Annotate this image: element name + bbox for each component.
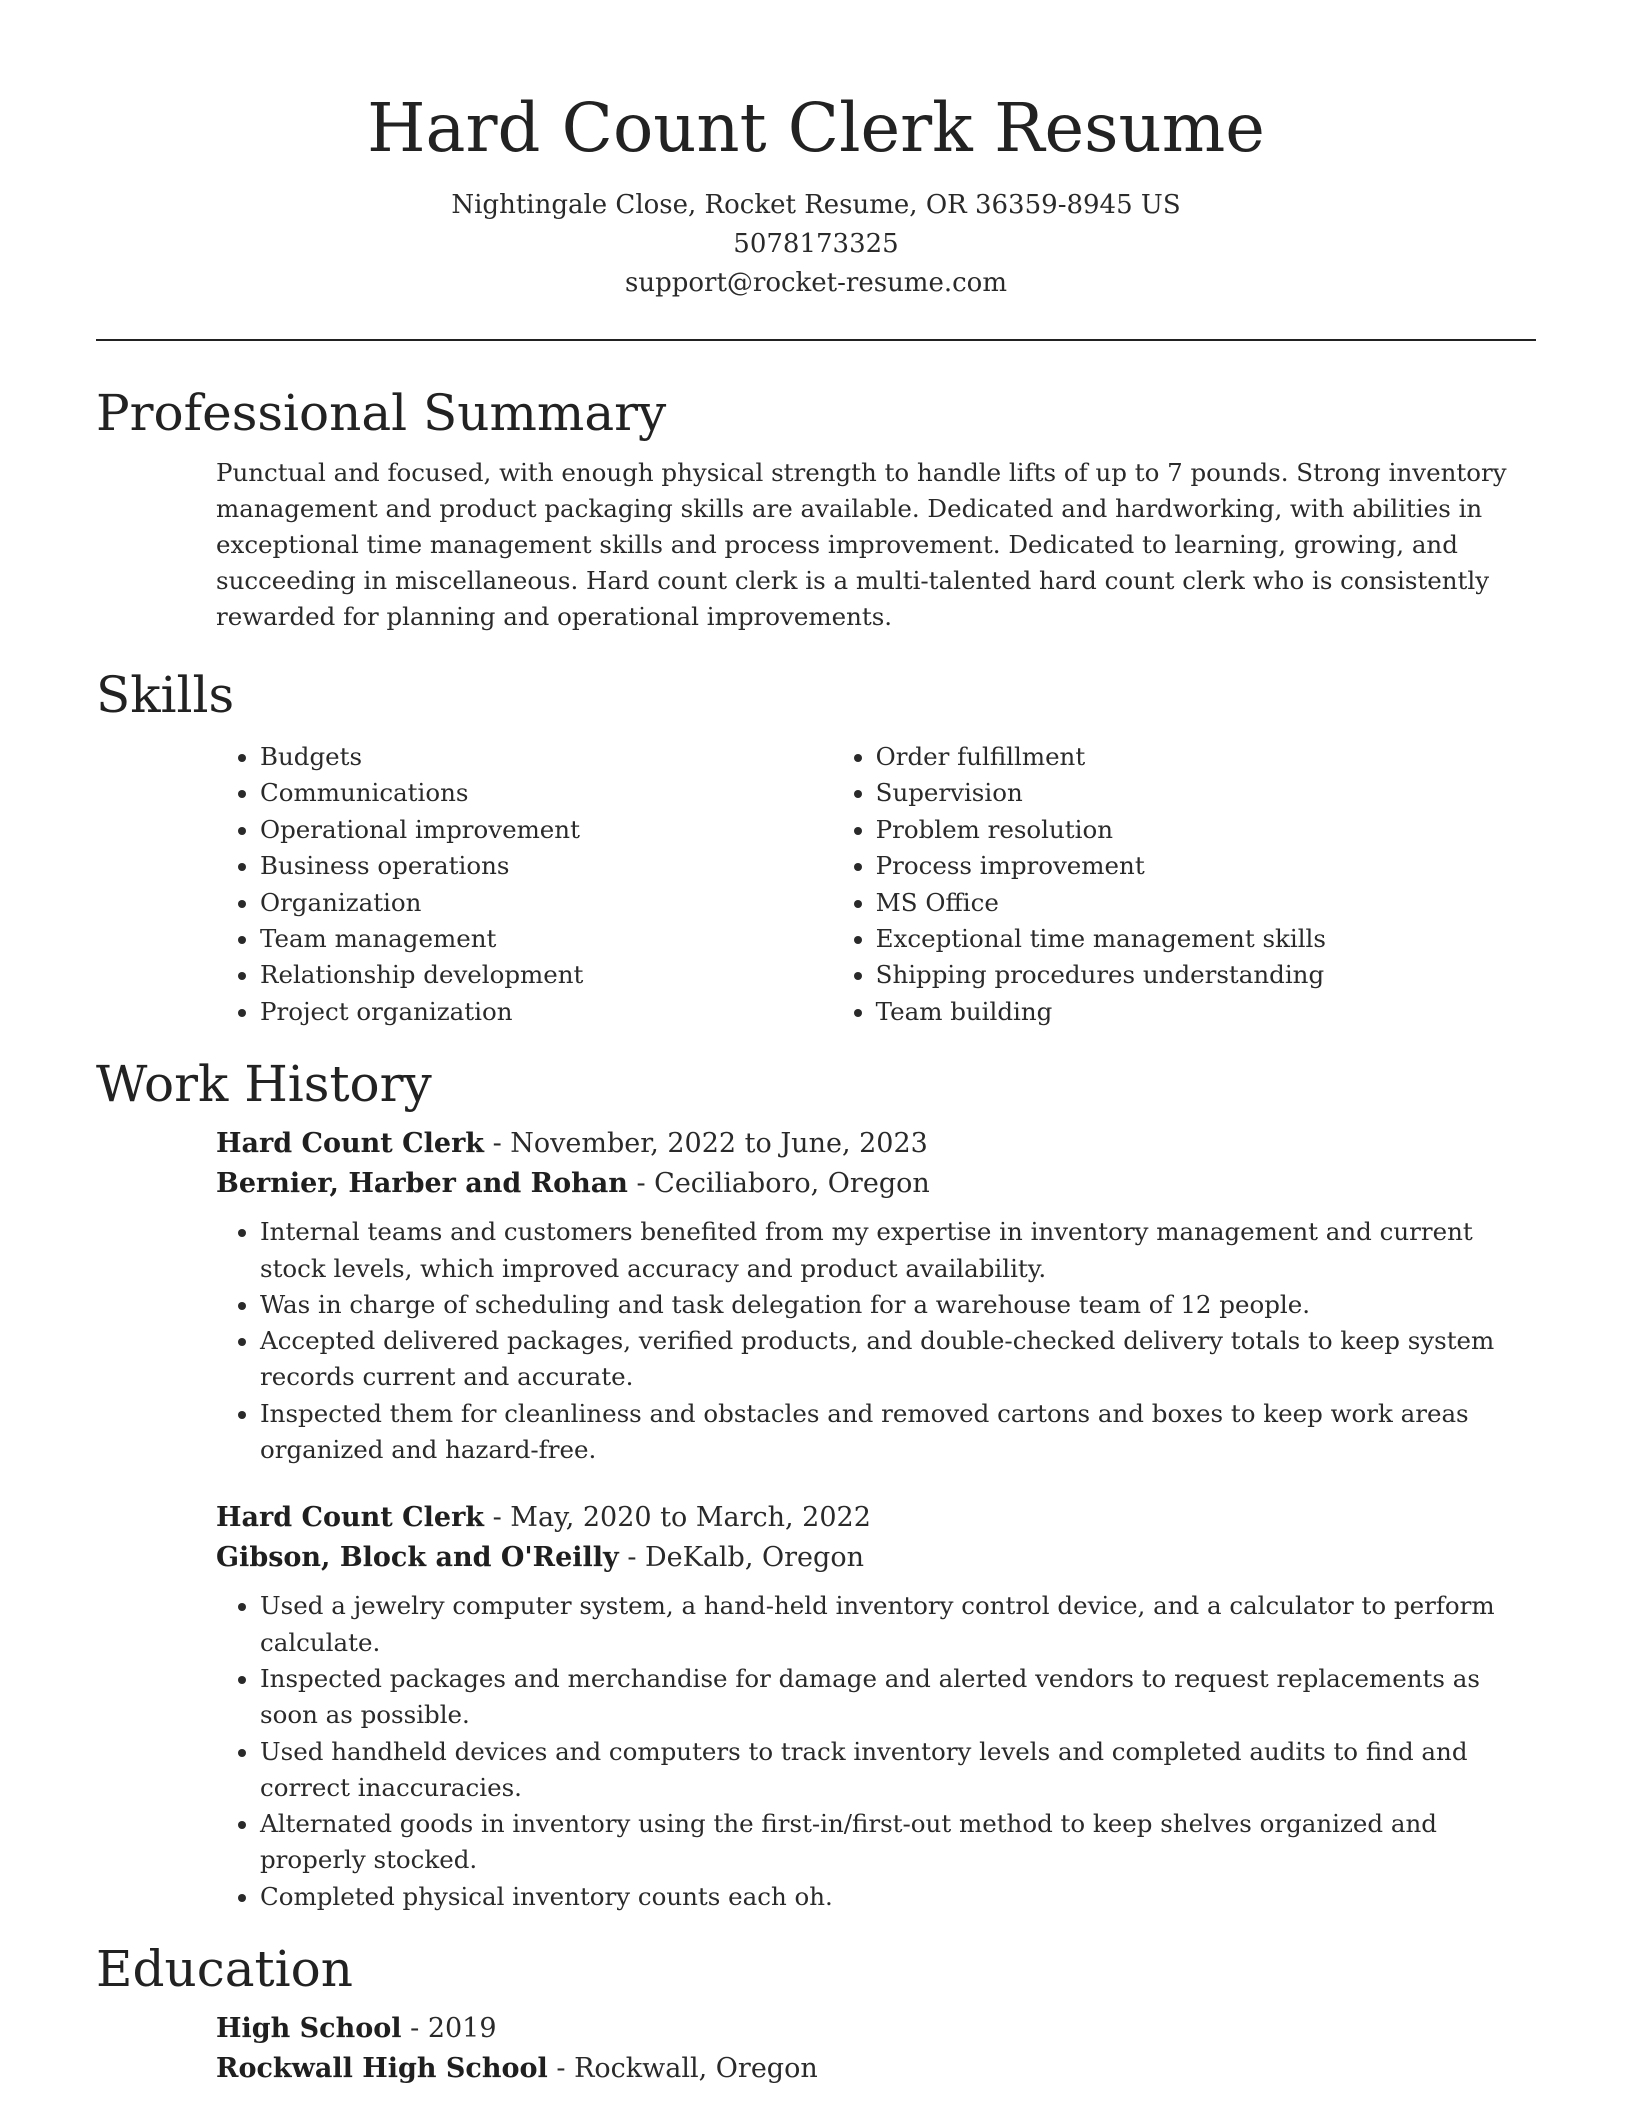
- address: Nightingale Close, Rocket Resume, OR 36359-8945 US: [451, 190, 1181, 220]
- summary-heading: Professional Summary: [96, 384, 667, 442]
- job-bullet: • Inspected packages and merchandise for damage and alerted vendors to request replacements as soon as possible.: [260, 1661, 1536, 1734]
- phone: 5078173325: [733, 229, 899, 259]
- skill-item: • Order fulfillment: [876, 739, 1536, 775]
- education-entry: [216, 2009, 1536, 2089]
- skills-section: [96, 663, 1536, 1030]
- skills-heading: Skills: [96, 666, 235, 724]
- skill-item: • Process improvement: [876, 848, 1536, 884]
- job-company-line: Bernier, Harber and Rohan - Ceciliaboro, Oregon: [216, 1168, 930, 1200]
- job-bullet: • Internal teams and customers benefited from my expertise in inventory management and current stock levels, which improved accuracy and product availability.: [260, 1214, 1536, 1287]
- job-company-line: Gibson, Block and O'Reilly - DeKalb, Oregon: [216, 1542, 864, 1574]
- skill-item: • Relationship development: [260, 957, 832, 993]
- education-heading: Education: [96, 1940, 353, 1998]
- job-bullet: • Inspected them for cleanliness and obstacles and removed cartons and boxes to keep work areas organized and hazard-free.: [260, 1396, 1536, 1469]
- education-school-line: Rockwall High School - Rockwall, Oregon: [216, 2053, 818, 2084]
- job-entry: [216, 1498, 1536, 1915]
- skill-item: • Exceptional time management skills: [876, 921, 1536, 957]
- skill-item: • Budgets: [260, 739, 832, 775]
- skill-item: • Team management: [260, 921, 832, 957]
- skill-item: • Operational improvement: [260, 812, 832, 848]
- contact-info: [96, 186, 1536, 303]
- job-role-line: Hard Count Clerk - November, 2022 to June, 2023: [216, 1128, 928, 1160]
- resume-page: [96, 0, 1536, 2089]
- email: support@rocket-resume.com: [624, 268, 1007, 298]
- skill-item: • Project organization: [260, 994, 832, 1030]
- skill-item: • Problem resolution: [876, 812, 1536, 848]
- job-role: Hard Count Clerk: [216, 1502, 484, 1534]
- skill-item: • Team building: [876, 994, 1536, 1030]
- job-dates: May, 2020 to March, 2022: [510, 1502, 871, 1534]
- work-heading: Work History: [96, 1055, 432, 1114]
- job-bullets: [216, 1588, 1536, 1915]
- job-role: Hard Count Clerk: [216, 1128, 484, 1160]
- job-dates: November, 2022 to June, 2023: [510, 1128, 928, 1160]
- education-school: Rockwall High School: [216, 2053, 548, 2084]
- job-bullet: • Completed physical inventory counts each oh.: [260, 1879, 1536, 1915]
- education-location: Rockwall, Oregon: [574, 2053, 818, 2084]
- skill-item: • Business operations: [260, 848, 832, 884]
- job-company: Gibson, Block and O'Reilly: [216, 1542, 619, 1574]
- job-entry: [216, 1124, 1536, 1468]
- job-bullet: • Used handheld devices and computers to track inventory levels and completed audits to find and correct inaccuracies.: [260, 1734, 1536, 1807]
- job-bullet: • Used a jewelry computer system, a hand-held inventory control device, and a calculator to perform calculate.: [260, 1588, 1536, 1661]
- header-divider: [96, 339, 1536, 341]
- education-degree-line: High School - 2019: [216, 2013, 497, 2044]
- resume-header: [96, 0, 1536, 303]
- job-location: DeKalb, Oregon: [645, 1542, 864, 1574]
- skill-item: • Organization: [260, 885, 832, 921]
- resume-title: Hard Count Clerk Resume: [367, 89, 1265, 167]
- education-degree: High School: [216, 2013, 402, 2044]
- job-bullet: • Accepted delivered packages, verified products, and double-checked delivery totals to keep system records current and accurate.: [260, 1323, 1536, 1396]
- work-section: [96, 1052, 1536, 1915]
- summary-section: [96, 381, 1536, 635]
- job-role-line: Hard Count Clerk - May, 2020 to March, 2022: [216, 1502, 871, 1534]
- job-bullet: • Alternated goods in inventory using the first-in/first-out method to keep shelves organized and properly stocked.: [260, 1806, 1536, 1879]
- summary-text: Punctual and focused, with enough physical strength to handle lifts of up to 7 pounds. Strong inventory management and product packaging skills are available. Dedicated and hardworking, with abilities in exceptional time management skills and process improvement. Dedicated to learning, growing, and succeeding in miscellaneous. Hard count clerk is a multi-talented hard count clerk who is consistently rewarded for planning and operational improvements.: [216, 458, 1507, 631]
- job-bullets: [216, 1214, 1536, 1468]
- education-year: 2019: [427, 2013, 497, 2044]
- skills-columns: [216, 739, 1536, 1030]
- education-section: [96, 1937, 1536, 2089]
- skill-item: • Shipping procedures understanding: [876, 957, 1536, 993]
- skill-item: • Communications: [260, 775, 832, 811]
- job-bullet: • Was in charge of scheduling and task delegation for a warehouse team of 12 people.: [260, 1287, 1536, 1323]
- skills-list-left: [216, 739, 832, 1030]
- job-location: Ceciliaboro, Oregon: [654, 1168, 930, 1200]
- skill-item: • MS Office: [876, 885, 1536, 921]
- skills-list-right: [832, 739, 1536, 1030]
- skill-item: • Supervision: [876, 775, 1536, 811]
- job-company: Bernier, Harber and Rohan: [216, 1168, 628, 1200]
